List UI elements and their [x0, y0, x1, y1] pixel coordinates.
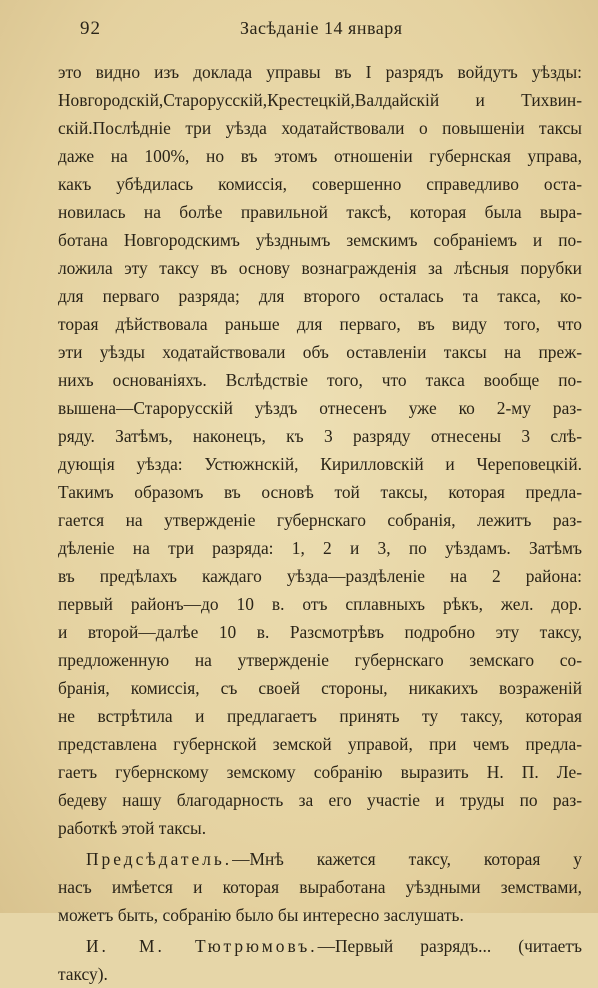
running-title: Засѣданіе 14 января	[240, 18, 403, 38]
text-line: работкѣ этой таксы.	[58, 818, 207, 838]
page-number: 92	[80, 18, 101, 39]
speech-text: —Первый разрядъ... (читаетъ	[317, 936, 582, 956]
text-line: Такимъ образомъ въ основѣ той таксы, которая предла-	[58, 482, 582, 502]
page-header	[0, 14, 598, 42]
text-line: дѣленіе на три разряда: 1, 2 и 3, по уѣздамъ. Затѣмъ	[58, 538, 582, 558]
text-line: ботана Новгородскимъ уѣзднымъ земскимъ собраніемъ и по-	[58, 230, 582, 250]
text-line: для перваго разряда; для второго осталась та такса, ко-	[58, 286, 582, 306]
text-line: не встрѣтила и предлагаетъ принять ту таксу, которая	[58, 706, 582, 726]
paragraph-chairman	[58, 845, 582, 929]
text-line	[58, 845, 582, 873]
text-line: гается на утвержденіе губернскаго собранія, лежитъ раз-	[58, 510, 582, 530]
text-line: гаетъ губернскому земскому собранію выразить Н. П. Ле-	[58, 762, 582, 782]
main-text	[58, 58, 582, 988]
text-line: первый районъ—до 10 в. отъ сплавныхъ рѣкъ, жел. дор.	[58, 594, 582, 614]
text-line: эти уѣзды ходатайствовали объ оставленіи таксы на преж-	[58, 342, 582, 362]
text-line: насъ имѣется и которая выработана уѣздными земствами,	[58, 877, 582, 897]
text-line: ложила эту таксу въ основу вознагражденія за лѣсныя порубки	[58, 258, 582, 278]
speaker-name: Предсѣдатель.	[86, 849, 233, 869]
paragraph-tiutriumov	[58, 932, 582, 988]
text-line: таксу).	[58, 964, 108, 984]
paragraph-commission-report	[58, 58, 582, 842]
text-line: дующія уѣзда: Устюжнскій, Кирилловскій и Череповецкій.	[58, 454, 582, 474]
text-line: это видно изъ доклада управы въ I разрядъ войдутъ уѣзды:	[58, 62, 582, 82]
text-line: предложенную на утвержденіе губернскаго земскаго со-	[58, 650, 582, 670]
speech-text: —Мнѣ кажется таксу, которая у	[232, 849, 582, 869]
text-line: какъ убѣдилась комиссія, совершенно справедливо оста-	[58, 174, 582, 194]
text-line: даже на 100%, но въ этомъ отношеніи губернская управа,	[58, 146, 582, 166]
text-line: торая дѣйствовала раньше для перваго, въ виду того, что	[58, 314, 582, 334]
text-line: вышена—Старорусскій уѣздъ отнесенъ уже ко 2-му раз-	[58, 398, 582, 418]
text-line: представлена губернской земской управой, при чемъ предла-	[58, 734, 582, 754]
text-line: Новгородскій,Старорусскій,Крестецкій,Валдайскій и Тихвин-	[58, 90, 582, 110]
text-line: бедеву нашу благодарность за его участіе и труды по раз-	[58, 790, 582, 810]
speaker-name: И. М. Тютрюмовъ.	[86, 936, 318, 956]
text-line: скій.Послѣдніе три уѣзда ходатайствовали о повышеніи таксы	[58, 118, 582, 138]
text-line: бранія, комиссія, съ своей стороны, никакихъ возраженій	[58, 678, 582, 698]
text-line: въ предѣлахъ каждаго уѣзда—раздѣленіе на 2 района:	[58, 566, 582, 586]
text-line: ряду. Затѣмъ, наконецъ, къ 3 разряду отнесены 3 слѣ-	[58, 426, 582, 446]
text-line	[58, 932, 582, 960]
text-line: новилась на болѣе правильной таксѣ, которая была выра-	[58, 202, 582, 222]
text-line: можетъ быть, собранію было бы интересно заслушать.	[58, 905, 464, 925]
text-line: нихъ основаніяхъ. Вслѣдствіе того, что такса вообще по-	[58, 370, 582, 390]
text-line: и второй—далѣе 10 в. Разсмотрѣвъ подробно эту таксу,	[58, 622, 582, 642]
